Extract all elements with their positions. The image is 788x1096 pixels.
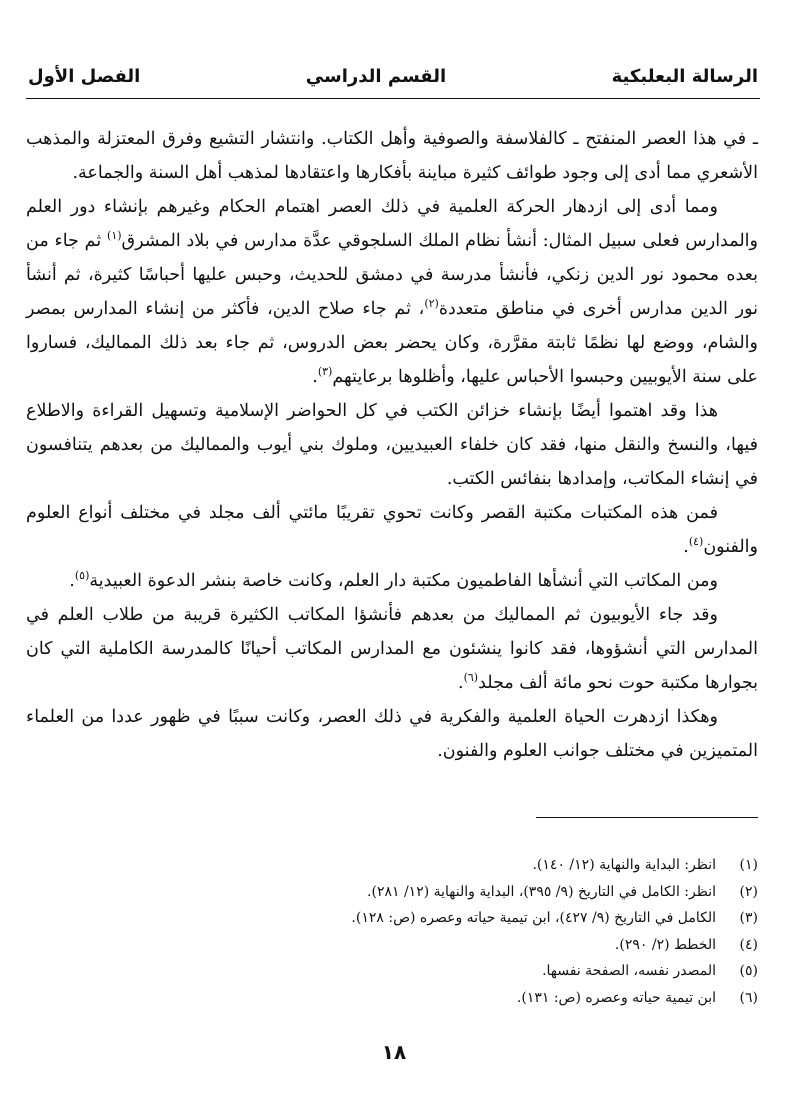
footnote-text: انظر: البداية والنهاية (١٢/ ١٤٠). [532, 857, 716, 873]
footnote-5 [158, 958, 758, 985]
footnote-2 [158, 879, 758, 906]
footnote-text: ابن تيمية حياته وعصره (ص: ١٣١). [516, 989, 716, 1006]
paragraph-2: ومما أدى إلى ازدهار الحركة العلمية في ذلك العصر اهتمام الحكام وغيرهم بإنشاء دور العلم والمدارس فعلى سبيل المثال: أنشأ نظام الملك السلجوقي عدَّة مدارس في بلاد المشرق$^{(١)}$ ثم جاء من بعده محمود نور الدين زنكي، فأنشأ مدرسة في دمشق للحديث، وحبس عليها أحباسًا كثيرة، ثم أنشأ نور الدين مدارس أخرى في مناطق متعددة$^{(٢)}$، ثم جاء صلاح الدين، فأكثر من إنشاء المدارس بمصر والشام، ووضع لها نظمًا ثابتة مقرَّرة، وكان يحضر بعض الدروس، ثم جاء بعد ذلك المماليك، فساروا على سنة الأيوبيين وحبسوا الأحباس عليها، وأظلوها برعايتهم$^{(٣)}$. [26, 197, 759, 387]
section-title: القسم الدراسي [305, 65, 447, 87]
book-title: الرسالة البعلبكية [611, 65, 758, 87]
footnote-number: (٣) [739, 910, 758, 926]
paragraph-6: وقد جاء الأيوبيون ثم المماليك من بعدهم فأنشؤا المكاتب الكثيرة قريبة من طلاب العلم في المدارس التي أنشؤوها، فقد كانوا ينشئون مع المدارس المكاتب أحيانًا كالمدرسة الكاملية التي كان بجوارها مكتبة حوت نحو مائة ألف مجلد$^{(٦)}$. [26, 605, 758, 693]
footnote-text: انظر: الكامل في التاريخ (٩/ ٣٩٥)، البداية والنهاية (١٢/ ٢٨١). [367, 883, 716, 900]
footnotes [158, 852, 758, 1011]
footnote-4 [158, 932, 758, 959]
main-text [26, 122, 758, 768]
header-divider [26, 98, 760, 99]
footnote-text: الخطط (٢/ ٢٩٠). [614, 936, 716, 953]
footnote-ref-1[interactable]: (١) [107, 229, 122, 243]
footnote-number: (٤) [739, 936, 758, 953]
footnote-number: (٦) [739, 989, 758, 1006]
paragraph-4: فمن هذه المكتبات مكتبة القصر وكانت تحوي تقريبًا مائتي ألف مجلد في مختلف أنواع العلوم والفنون$^{(٤)}$. [26, 503, 758, 557]
footnote-ref-5[interactable]: (٥) [74, 569, 90, 583]
footnote-ref-4[interactable]: (٤) [688, 535, 704, 549]
paragraph-7: وهكذا ازدهرت الحياة العلمية والفكرية في ذلك العصر، وكانت سببًا في ظهور عددا من العلماء المتميزين في مختلف جوانب العلوم والفنون. [26, 707, 758, 761]
footnote-divider [536, 817, 758, 818]
footnote-6 [158, 985, 758, 1012]
footnote-1 [158, 852, 758, 879]
paragraph-3: هذا وقد اهتموا أيضًا بإنشاء خزائن الكتب في كل الحواضر الإسلامية وتسهيل القراءة والاطلاع فيها، والنسخ والنقل منها، فقد كان خلفاء العبيديين، وملوك بني أيوب والمماليك من بعدهم يتنافسون في إنشاء المكاتب، وإمدادها بنفائس الكتب. [26, 401, 758, 489]
footnote-number: (٢) [739, 883, 758, 900]
footnote-3 [158, 905, 758, 932]
footnote-text: الكامل في التاريخ (٩/ ٤٢٧)، ابن تيمية حياته وعصره (ص: ١٢٨). [351, 910, 716, 926]
chapter-title: الفصل الأول [28, 65, 141, 87]
footnote-ref-2[interactable]: (٢) [424, 297, 439, 311]
footnote-text: المصدر نفسه، الصفحة نفسها. [542, 963, 716, 979]
running-header [28, 58, 758, 94]
footnote-number: (١) [739, 857, 758, 873]
page-number: ١٨ [381, 1040, 407, 1064]
paragraph-1: ـ في هذا العصر المنفتح ـ كالفلاسفة والصوفية وأهل الكتاب. وانتشار التشيع وفرق المعتزلة والمذهب الأشعري مما أدى إلى وجود طوائف كثيرة مباينة بأفكارها واعتقادها لمذهب أهل السنة والجماعة. [26, 129, 758, 183]
paragraph-5: ومن المكاتب التي أنشأها الفاطميون مكتبة دار العلم، وكانت خاصة بنشر الدعوة العبيدية$^{(٥)}$. [69, 569, 718, 591]
footnote-number: (٥) [739, 963, 758, 979]
footnote-ref-6[interactable]: (٦) [463, 671, 479, 685]
footnote-ref-3[interactable]: (٣) [317, 365, 333, 379]
